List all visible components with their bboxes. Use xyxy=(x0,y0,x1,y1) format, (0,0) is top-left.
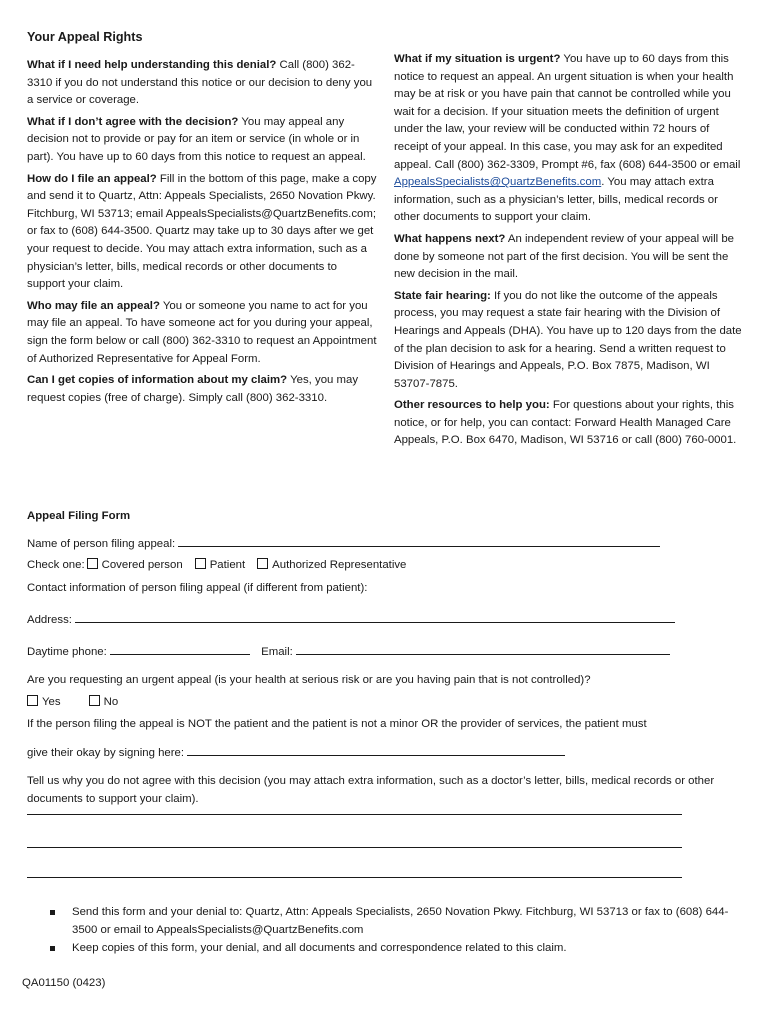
bullet-square-icon xyxy=(50,910,55,915)
faq-question: State fair hearing: xyxy=(394,289,491,302)
reason-line-2[interactable] xyxy=(27,847,682,848)
faq-help-understanding xyxy=(27,57,377,110)
faq-answer: You may appeal any decision not to provide or pay for an item or service (in whole or in part). You have up to 60 days from this notice to request an appeal. xyxy=(27,115,366,163)
bullet-square-icon xyxy=(50,946,55,951)
faq-answer: Yes, you may request copies (free of charge). Simply call (800) 362-3310. xyxy=(27,374,359,404)
urgent-question: Are you requesting an urgent appeal (is your health at serious risk or are you having pain that is not controlled)? xyxy=(27,674,591,686)
name-field[interactable] xyxy=(178,534,660,547)
faq-question: What happens next? xyxy=(394,232,506,245)
faq-who-may-file xyxy=(27,298,377,368)
consent-text: If the person filing the appeal is NOT the patient and the patient is not a minor OR the provider of services, the patient must xyxy=(27,718,647,730)
phone-email-row xyxy=(27,642,670,662)
faq-copies xyxy=(27,372,377,407)
faq-answer: An independent review of your appeal will be done by someone not part of the first decision. You will be sent the new decision in the mail. xyxy=(394,232,734,281)
form-title: Appeal Filing Form xyxy=(27,510,131,522)
faq-disagree xyxy=(27,114,377,167)
list-item xyxy=(47,904,737,939)
faq-what-next xyxy=(394,231,746,284)
no-label: No xyxy=(103,696,119,708)
form-code: QA01150 (0423) xyxy=(22,977,106,989)
reason-text: Tell us why you do not agree with this decision (you may attach extra information, such as a doctor’s letter, bills, medical records or other documents to support your claim). xyxy=(27,775,715,805)
faq-answer: Fill in the bottom of this page, make a copy and send it to Quartz, Attn: Appeals Specialists, 2650 Novation Pkwy. Fitchburg, WI 53713; email AppealsSpecialists@QuartzBenefits.com; or fax to (608) 644-3500. Quartz may take up to 30 days after we get your request to decide. You may attach extra information, such as a physician’s letter, bills, medical records or other documents to support your claim. xyxy=(27,172,377,291)
rights-left-column xyxy=(27,57,377,411)
faq-state-hearing xyxy=(394,288,746,394)
phone-label: Daytime phone: xyxy=(27,646,107,658)
signature-field[interactable] xyxy=(187,743,565,756)
authorized-rep-label: Authorized Representative xyxy=(272,559,407,571)
faq-question: What if I need help understanding this denial? xyxy=(27,59,277,71)
instruction-send: Send this form and your denial to: Quartz, Attn: Appeals Specialists, 2650 Novation Pkwy. Fitchburg, WI 53713 or fax to (608) 644-3500 or email to AppealsSpecialists@QuartzBenefits.com xyxy=(72,906,729,936)
faq-question: What if my situation is urgent? xyxy=(394,53,561,65)
signature-row xyxy=(27,743,565,763)
email-field[interactable] xyxy=(296,642,670,655)
phone-field[interactable] xyxy=(110,642,250,655)
rights-right-column xyxy=(394,51,746,454)
yes-checkbox[interactable] xyxy=(27,695,38,706)
faq-question: Other resources to help you: xyxy=(394,399,550,412)
covered-person-checkbox[interactable] xyxy=(87,558,98,569)
check-row xyxy=(27,557,406,575)
faq-other-resources xyxy=(394,397,746,450)
check-label: Check one: xyxy=(27,559,85,571)
faq-urgent xyxy=(394,51,746,227)
signature-label: give their okay by signing here: xyxy=(27,747,185,759)
no-checkbox[interactable] xyxy=(89,695,100,706)
faq-answer: For questions about your rights, this notice, or for help, you can contact: Forward Health Managed Care Appeals, P.O. Box 6470, Madison, WI 53716 or call (800) 760-0001. xyxy=(394,399,737,447)
faq-question: Can I get copies of information about my claim? xyxy=(27,374,288,387)
email-label: Email: xyxy=(261,646,293,658)
faq-how-to-file xyxy=(27,171,377,294)
instructions-list xyxy=(47,904,737,959)
list-item xyxy=(47,940,737,958)
address-label: Address: xyxy=(27,614,72,626)
urgent-options-row xyxy=(27,694,118,712)
faq-answer: You have up to 60 days from this notice to request an appeal. An urgent situation is when your health may be at risk or you have pain that cannot be controlled while you wait for a decision. If your situation meets the definition of urgent under the law, your review will be conducted within 72 hours of receipt of your appeal. In this case, you may ask for an expedited appeal. Call (800) 362-3309, Prompt #6, fax (608) 644-3500 or email xyxy=(394,53,741,171)
faq-question: How do I file an appeal? xyxy=(27,172,157,185)
contact-label: Contact information of person filing appeal (if different from patient): xyxy=(27,582,368,594)
instruction-keep-copies: Keep copies of this form, your denial, and all documents and correspondence related to this claim. xyxy=(72,942,567,955)
covered-person-label: Covered person xyxy=(101,559,183,571)
reason-line-3[interactable] xyxy=(27,877,682,878)
name-row xyxy=(27,534,660,554)
faq-answer: If you do not like the outcome of the appeals process, you may request a state fair hearing with the Division of Hearings and Appeals (DHA). You have up to 120 days from the date of the plan decision to ask for a hearing. Send a written request to Division of Hearings and Appeals, P.O. Box 7875, Madison, WI 53707-7875. xyxy=(394,289,742,390)
faq-question: Who may file an appeal? xyxy=(27,299,160,312)
faq-answer: You or someone you name to act for you may file an appeal. To have someone act for you during your appeal, sign the form below or call (800) 362-3310 to request an Appointment of Authorized Representative for Appeal Form. xyxy=(27,299,377,365)
address-field[interactable] xyxy=(75,610,675,623)
authorized-rep-checkbox[interactable] xyxy=(257,558,268,569)
reason-line-1[interactable] xyxy=(27,814,682,815)
name-label: Name of person filing appeal: xyxy=(27,538,176,550)
faq-answer: Call (800) 362-3310 if you do not understand this notice or our decision to deny you a service or coverage. xyxy=(27,59,373,107)
yes-label: Yes xyxy=(42,696,61,708)
faq-question: What if I don’t agree with the decision? xyxy=(27,115,239,128)
appeals-email-link[interactable]: AppealsSpecialists@QuartzBenefits.com xyxy=(394,176,602,189)
patient-checkbox[interactable] xyxy=(195,558,206,569)
address-row xyxy=(27,610,675,630)
faq-answer-cont: . You may attach extra information, such as a physician’s letter, bills, medical records or other documents to support your claim. xyxy=(394,176,718,224)
page-title: Your Appeal Rights xyxy=(27,30,143,44)
patient-label: Patient xyxy=(209,559,246,571)
